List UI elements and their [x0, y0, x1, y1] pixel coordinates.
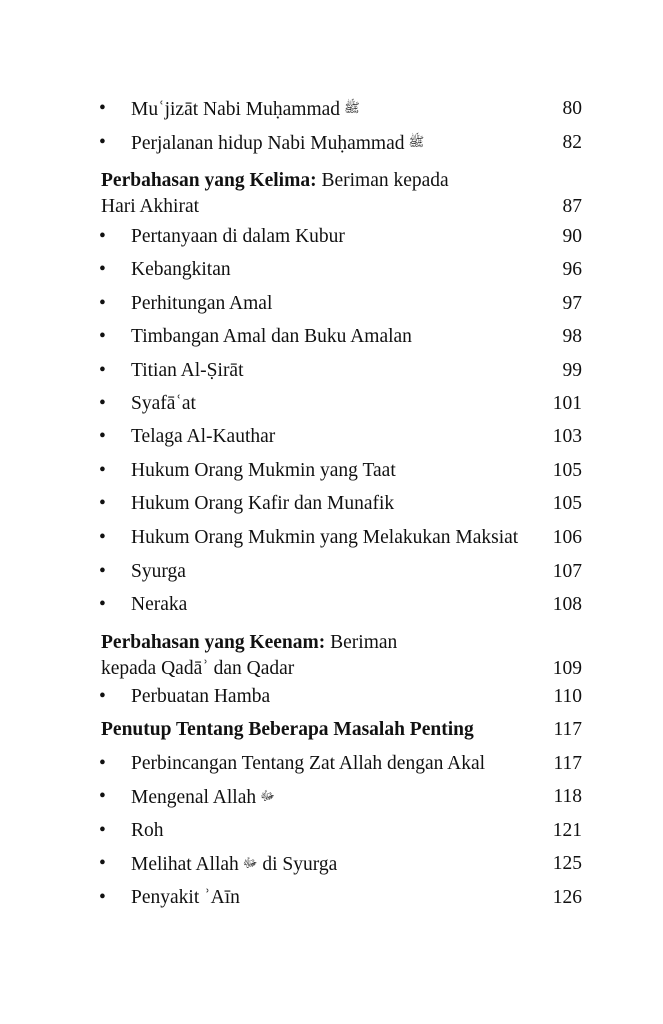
entry-title — [131, 253, 231, 287]
entry-title-text: Timbangan Amal dan Buku Amalan — [131, 326, 412, 347]
page-number: 125 — [552, 853, 582, 874]
entry-title-text: Hukum Orang Kafir dan Munafik — [131, 493, 395, 514]
section-heading — [101, 630, 397, 656]
entry-title — [131, 220, 345, 254]
toc-list-item — [0, 588, 663, 622]
toc-list-item — [0, 555, 663, 589]
entry-title-text: Pertanyaan di dalam Kubur — [131, 226, 345, 247]
toc-list-item — [0, 126, 663, 160]
bullet-icon: • — [99, 887, 106, 908]
entry-title — [131, 320, 412, 354]
entry-title — [131, 126, 424, 161]
entry-title — [131, 521, 518, 555]
bullet-icon: • — [99, 853, 106, 874]
page-number: 105 — [552, 460, 582, 481]
entry-title — [131, 287, 272, 321]
toc-list-item — [0, 680, 663, 714]
bullet-icon: • — [99, 686, 106, 707]
section-heading-continued: kepada Qadāʾ dan Qadar — [101, 658, 295, 679]
bullet-icon: • — [99, 393, 106, 414]
page-number: 117 — [553, 719, 582, 740]
entry-title-text: Mengenal Allah — [131, 787, 257, 808]
page-number: 108 — [552, 594, 582, 615]
toc-list-item — [0, 287, 663, 321]
bullet-icon: • — [99, 561, 106, 582]
toc-list-item — [0, 780, 663, 814]
entry-title-text: Neraka — [131, 594, 188, 615]
entry-title-text: Hukum Orang Mukmin yang Melakukan Maksiat — [131, 527, 519, 548]
entry-title — [131, 555, 186, 589]
entry-title — [131, 747, 485, 781]
entry-title — [131, 487, 394, 521]
page-number: 97 — [562, 293, 582, 314]
bullet-icon: • — [99, 259, 106, 280]
entry-title — [131, 387, 196, 421]
toc-list-item — [0, 354, 663, 388]
toc-list-item — [0, 487, 663, 521]
entry-title-text: Syafāʿat — [131, 393, 196, 414]
entry-title-text: Muʿjizāt Nabi Muḥammad — [131, 99, 341, 120]
toc-section-entry — [0, 630, 663, 682]
page-number: 107 — [552, 561, 582, 582]
entry-title-text: Titian Al-Ṣirāt — [131, 360, 244, 381]
page-number: 126 — [552, 887, 582, 908]
bullet-icon: • — [99, 493, 106, 514]
section-heading-continued: Hari Akhirat — [101, 196, 200, 217]
bullet-icon: • — [99, 753, 106, 774]
entry-title — [131, 847, 337, 882]
bullet-icon: • — [99, 226, 106, 247]
entry-title-text: Perbincangan Tentang Zat Allah dengan Akal — [131, 753, 486, 774]
toc-list-item — [0, 814, 663, 848]
toc-list-item — [0, 420, 663, 454]
page-number: 96 — [562, 259, 582, 280]
entry-title-text: Perbuatan Hamba — [131, 686, 271, 707]
toc-list-item — [0, 387, 663, 421]
toc-list-item — [0, 92, 663, 126]
honorific-glyph-icon: ﷺ — [344, 101, 360, 116]
entry-title — [131, 780, 275, 815]
entry-title — [131, 814, 164, 848]
entry-title-text: Penyakit ʾAīn — [131, 887, 240, 908]
page-number: 105 — [552, 493, 582, 514]
bullet-icon: • — [99, 527, 106, 548]
section-heading — [101, 713, 474, 747]
toc-list-item — [0, 847, 663, 881]
entry-title — [131, 354, 244, 388]
bullet-icon: • — [99, 326, 106, 347]
bullet-icon: • — [99, 786, 106, 807]
page-number: 80 — [562, 98, 582, 119]
toc-list-item — [0, 521, 663, 555]
entry-title-suffix: di Syurga — [257, 854, 338, 875]
honorific-glyph-icon: ﷻ — [242, 856, 258, 871]
page-number: 110 — [553, 686, 582, 707]
bullet-icon: • — [99, 460, 106, 481]
bullet-icon: • — [99, 360, 106, 381]
page-number: 87 — [562, 196, 582, 217]
entry-title-text: Perjalanan hidup Nabi Muḥammad — [131, 133, 405, 154]
entry-title — [131, 420, 275, 454]
page-number: 118 — [553, 786, 582, 807]
bullet-icon: • — [99, 594, 106, 615]
toc-list-item — [0, 881, 663, 915]
entry-title-text: Kebangkitan — [131, 259, 231, 280]
entry-title — [131, 881, 240, 915]
bullet-icon: • — [99, 820, 106, 841]
section-heading-rest: Beriman kepada — [316, 170, 449, 191]
page-number: 82 — [562, 132, 582, 153]
toc-list-item — [0, 747, 663, 781]
toc-list-item — [0, 320, 663, 354]
section-heading-rest: Beriman — [325, 632, 398, 653]
section-heading-bold: Penutup Tentang Beberapa Masalah Penting — [101, 719, 474, 740]
page-number: 117 — [553, 753, 582, 774]
section-heading — [101, 168, 449, 194]
page-number: 121 — [552, 820, 582, 841]
toc-section-entry — [0, 713, 663, 747]
entry-title-text: Hukum Orang Mukmin yang Taat — [131, 460, 396, 481]
entry-title-text: Roh — [131, 820, 164, 841]
section-heading-bold: Perbahasan yang Kelima: — [101, 170, 317, 191]
page-number: 106 — [552, 527, 582, 548]
toc-list-item — [0, 454, 663, 488]
entry-title — [131, 92, 360, 127]
page-number: 103 — [552, 426, 582, 447]
section-heading-bold: Perbahasan yang Keenam: — [101, 632, 326, 653]
entry-title-text: Melihat Allah — [131, 854, 239, 875]
entry-title-text: Syurga — [131, 561, 186, 582]
entry-title — [131, 680, 270, 714]
bullet-icon: • — [99, 293, 106, 314]
honorific-glyph-icon: ﷺ — [408, 135, 425, 150]
page-number: 90 — [562, 226, 582, 247]
page-number: 101 — [552, 393, 582, 414]
page-number: 109 — [552, 658, 582, 679]
bullet-icon: • — [99, 98, 106, 119]
page-number: 99 — [562, 360, 582, 381]
entry-title-text: Telaga Al-Kauthar — [131, 426, 276, 447]
toc-list-item — [0, 220, 663, 254]
entry-title-text: Perhitungan Amal — [131, 293, 273, 314]
toc-list-item — [0, 253, 663, 287]
entry-title — [131, 588, 187, 622]
honorific-glyph-icon: ﷻ — [260, 789, 275, 804]
bullet-icon: • — [99, 132, 106, 153]
bullet-icon: • — [99, 426, 106, 447]
page-number: 98 — [562, 326, 582, 347]
entry-title — [131, 454, 396, 488]
toc-section-entry — [0, 168, 663, 220]
